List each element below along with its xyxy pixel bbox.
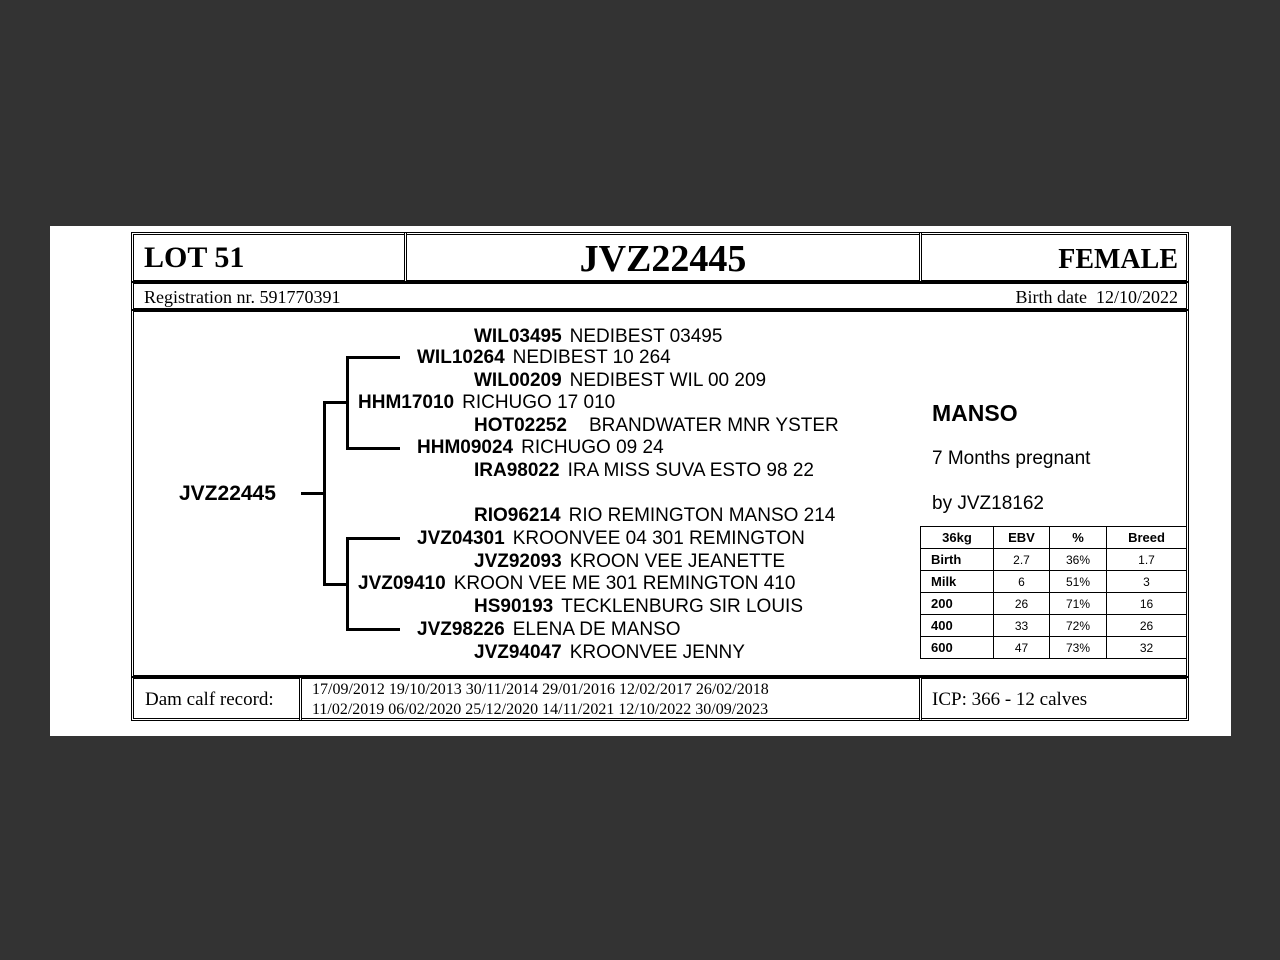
sex-label: FEMALE (1058, 244, 1178, 275)
pedigree-sire-dam-dam (474, 460, 814, 482)
sex-cell (919, 232, 1189, 283)
animal-name: RICHUGO 09 24 (521, 437, 664, 458)
animal-code: HHM17010 (358, 392, 455, 413)
sire-sire-connector (346, 356, 400, 359)
calf-dates-line-1: 17/09/2012 19/10/2013 30/11/2014 29/01/2016 12/02/2017 26/02/2018 (312, 681, 769, 698)
animal-code: HOT02252 (474, 415, 567, 436)
ebv-row (921, 593, 1187, 615)
parent-bracket (323, 401, 326, 585)
ebv-breed: 1.7 (1107, 549, 1187, 571)
ebv-header-cell: 36kg (921, 527, 994, 549)
animal-name: RICHUGO 17 010 (462, 392, 616, 413)
dam-calf-label-cell (131, 676, 302, 721)
animal-code: WIL03495 (474, 326, 562, 347)
ebv-breed: 32 (1107, 637, 1187, 659)
ebv-table (920, 526, 1187, 659)
ebv-percent: 71% (1050, 593, 1107, 615)
registration-row (131, 281, 1189, 311)
animal-name: TECKLENBURG SIR LOUIS (561, 596, 804, 617)
dam-calf-label: Dam calf record: (145, 689, 274, 710)
animal-code: RIO96214 (474, 505, 561, 526)
pedigree-sire-sire-dam (474, 370, 766, 392)
pregnancy-by: by JVZ18162 (932, 493, 1044, 514)
animal-name: BRANDWATER MNR YSTER (588, 415, 839, 436)
pedigree-dam-sire-dam (474, 551, 785, 573)
ebv-percent: 73% (1050, 637, 1107, 659)
dam-connector (323, 583, 347, 586)
pedigree-dam-sire-sire (474, 505, 835, 527)
ebv-header-row (921, 527, 1187, 549)
ebv-row (921, 571, 1187, 593)
ebv-trait: Milk (921, 571, 994, 593)
animal-code: HS90193 (474, 596, 554, 617)
sire-bracket (346, 356, 349, 450)
pedigree-sire-sire-sire (474, 326, 722, 348)
sire-connector (323, 401, 347, 404)
ebv-percent: 51% (1050, 571, 1107, 593)
pedigree-dam (358, 573, 795, 595)
pregnancy-status: 7 Months pregnant (932, 448, 1091, 469)
animal-name: RIO REMINGTON MANSO 214 (568, 505, 836, 526)
dam-sire-connector (346, 537, 400, 540)
ebv-trait: 200 (921, 593, 994, 615)
ebv-row (921, 637, 1187, 659)
calf-dates-cell (299, 676, 922, 721)
animal-name: KROON VEE ME 301 REMINGTON 410 (453, 573, 796, 594)
animal-code: JVZ98226 (417, 619, 505, 640)
birth-date-label: Birth date (1015, 287, 1087, 307)
calf-dates-line-2: 11/02/2019 06/02/2020 25/12/2020 14/11/2021 12/10/2022 30/09/2023 (312, 701, 769, 718)
pedigree-dam-dam (417, 619, 681, 641)
animal-code: WIL10264 (417, 347, 505, 368)
ebv-header-cell: EBV (994, 527, 1050, 549)
animal-name: NEDIBEST WIL 00 209 (569, 370, 767, 391)
animal-name: KROONVEE JENNY (569, 642, 745, 663)
lot-cell (131, 232, 407, 283)
animal-code: JVZ04301 (417, 528, 505, 549)
ebv-header-cell: % (1050, 527, 1107, 549)
ebv-percent: 36% (1050, 549, 1107, 571)
pedigree-sire-dam-sire (474, 415, 839, 437)
animal-code: HHM09024 (417, 437, 514, 458)
icp-cell (919, 676, 1189, 721)
ebv-percent: 72% (1050, 615, 1107, 637)
animal-code: JVZ92093 (474, 551, 562, 572)
pedigree-dam-sire (417, 528, 805, 550)
sire-dam-connector (346, 447, 400, 450)
ebv-value: 2.7 (994, 549, 1050, 571)
lot-card (50, 226, 1231, 736)
ebv-value: 26 (994, 593, 1050, 615)
ebv-trait: Birth (921, 549, 994, 571)
animal-name: ELENA DE MANSO (512, 619, 681, 640)
icp-value: ICP: 366 - 12 calves (932, 689, 1088, 710)
birth-date-value: 12/10/2022 (1095, 287, 1178, 307)
animal-code: IRA98022 (474, 460, 560, 481)
ebv-value: 47 (994, 637, 1050, 659)
animal-id: JVZ22445 (579, 238, 747, 280)
pedigree-dam-dam-dam (474, 642, 745, 664)
registration-number: Registration nr. 591770391 (144, 287, 341, 307)
animal-name: IRA MISS SUVA ESTO 98 22 (567, 460, 814, 481)
animal-name: KROON VEE JEANETTE (569, 551, 786, 572)
animal-code: JVZ94047 (474, 642, 562, 663)
ebv-row (921, 549, 1187, 571)
ebv-breed: 3 (1107, 571, 1187, 593)
lot-number: LOT 51 (144, 241, 245, 274)
ebv-trait: 600 (921, 637, 994, 659)
dam-dam-connector (346, 628, 400, 631)
pedigree-subject: JVZ22445 (179, 482, 276, 505)
pedigree-dam-dam-sire (474, 596, 803, 618)
ebv-breed: 16 (1107, 593, 1187, 615)
ebv-row (921, 615, 1187, 637)
animal-code: JVZ09410 (358, 573, 446, 594)
pedigree-sire-dam (417, 437, 664, 459)
animal-name: NEDIBEST 10 264 (512, 347, 671, 368)
ebv-header-cell: Breed (1107, 527, 1187, 549)
pedigree-sire (358, 392, 615, 414)
dam-bracket (346, 537, 349, 631)
ebv-value: 6 (994, 571, 1050, 593)
subject-connector (301, 492, 324, 495)
ebv-breed: 26 (1107, 615, 1187, 637)
birth-date (1016, 287, 1179, 308)
animal-id-cell (404, 232, 922, 283)
pregnancy-bull: MANSO (932, 400, 1018, 426)
animal-code: WIL00209 (474, 370, 562, 391)
animal-name: KROONVEE 04 301 REMINGTON (512, 528, 805, 549)
ebv-trait: 400 (921, 615, 994, 637)
animal-name: NEDIBEST 03495 (569, 326, 723, 347)
pedigree-sire-sire (417, 347, 671, 369)
ebv-value: 33 (994, 615, 1050, 637)
